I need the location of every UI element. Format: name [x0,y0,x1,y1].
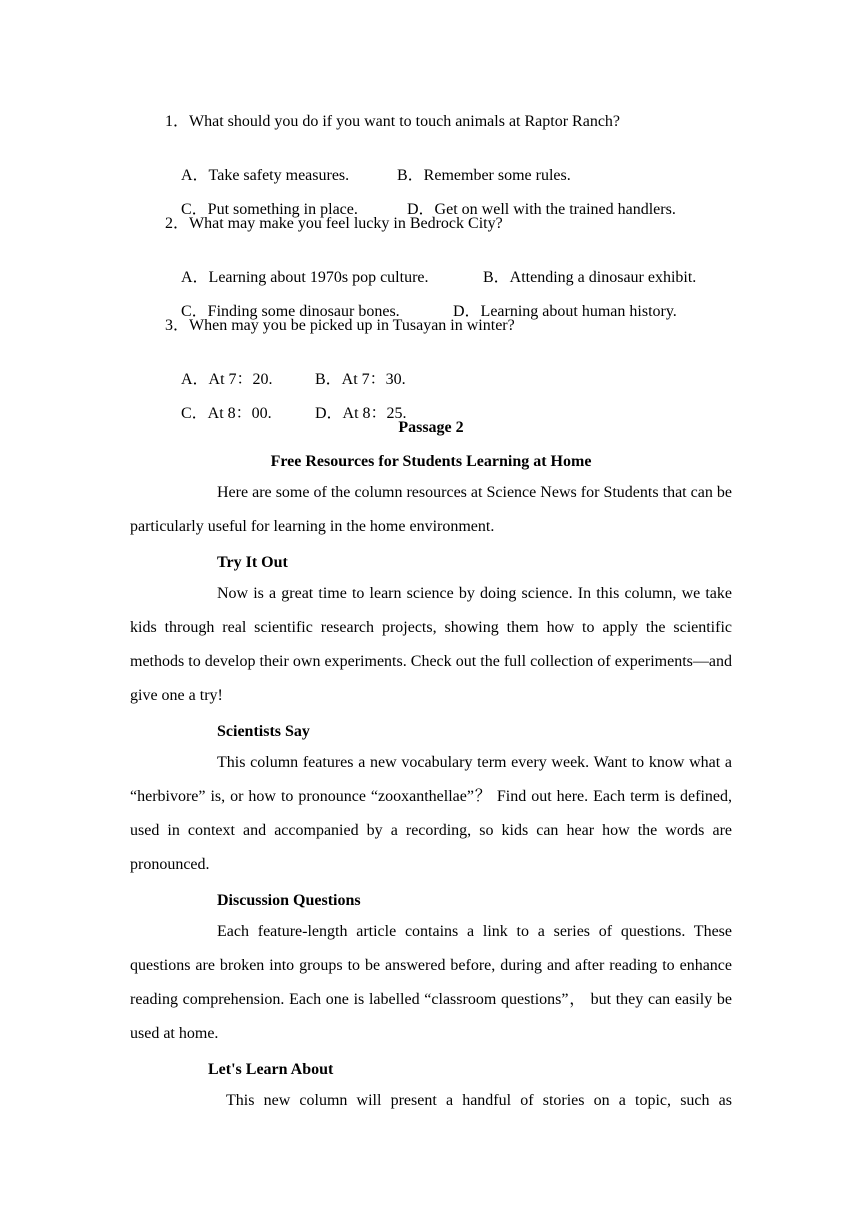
q2-option-d: D．Learning about human history. [453,303,677,320]
q2-option-b: B．Attending a dinosaur exhibit. [483,269,697,286]
q3-option-a: A．At 7：20. [181,371,273,388]
section-text-try-it-out: Now is a great time to learn science by doing science. In this column, we take kids through real scientific research projects, showing them how to apply the scientific methods to develop their own experiments. Check out the full collection of experiments—and give one a try! [130,585,732,704]
section-heading-discussion-questions: Discussion Questions [217,892,361,909]
q3-option-d: D．At 8：25. [315,405,407,422]
question-3-stem: 3．When may you be picked up in Tusayan in winter? [165,317,515,334]
q3-option-c: C．At 8：00. [181,405,272,422]
section-text-scientists-say: This column features a new vocabulary term every week. Want to know what a “herbivore” is, or how to pronounce “zooxanthellae”？ Find out here. Each term is defined, used in context and accompanied by a recording, so kids can hear how the words are pronounced. [130,754,732,873]
q1-option-d: D．Get on well with the trained handlers. [407,201,676,218]
q1-option-b: B．Remember some rules. [397,167,571,184]
q1-option-a: A．Take safety measures. [181,167,350,184]
q3-option-b: B．At 7：30. [315,371,406,388]
passage-title: Free Resources for Students Learning at Home [270,453,592,470]
section-heading-try-it-out: Try It Out [217,554,288,571]
q1-option-c: C．Put something in place. [181,201,358,218]
q2-option-c: C．Finding some dinosaur bones. [181,303,400,320]
question-1-stem: 1．What should you do if you want to touch animals at Raptor Ranch? [165,113,621,130]
section-text-lets-learn-about: This new column will present a handful of stories on a topic, such as [226,1092,732,1109]
q2-option-a: A．Learning about 1970s pop culture. [181,269,429,286]
passage-intro: Here are some of the column resources at Science News for Students that can be particularly useful for learning in the home environment. [130,484,732,535]
section-text-discussion-questions: Each feature-length article contains a link to a series of questions. These questions are broken into groups to be answered before, during and after reading to enhance reading comprehension. Each one is labelled “classroom questions”， but they can easily be used at home. [130,923,732,1042]
question-2-stem: 2．What may make you feel lucky in Bedrock City? [165,215,503,232]
section-heading-lets-learn-about: Let's Learn About [208,1061,334,1078]
passage-label: Passage 2 [398,419,464,436]
section-heading-scientists-say: Scientists Say [217,723,310,740]
